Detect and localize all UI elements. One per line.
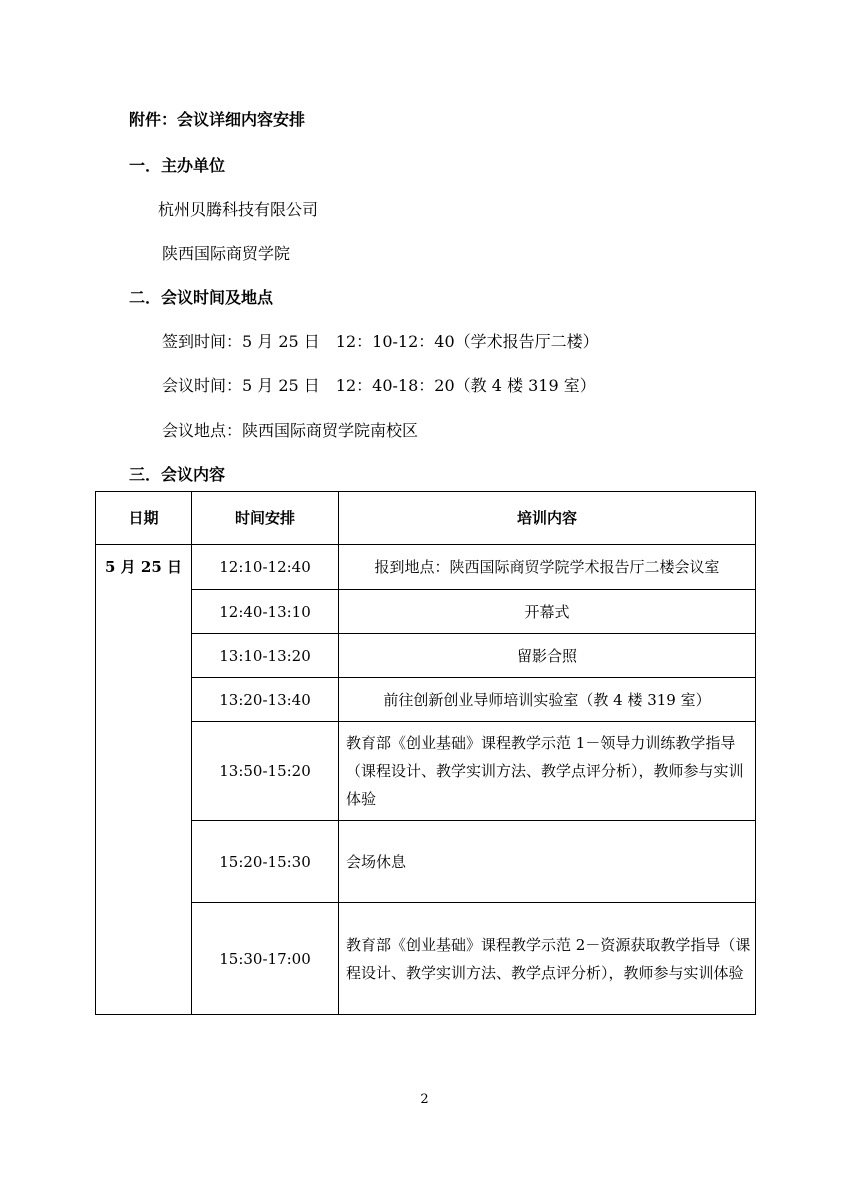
time-cell: 15:20-15:30 [192, 821, 339, 903]
table-row [96, 590, 756, 634]
table-row [96, 821, 756, 903]
header-time: 时间安排 [192, 492, 339, 545]
time-cell: 12:10-12:40 [192, 545, 339, 590]
page-number: 2 [420, 1092, 429, 1107]
table-row [96, 903, 756, 1015]
meeting-location: 会议地点：陕西国际商贸学院南校区 [162, 421, 419, 440]
content-cell: 报到地点：陕西国际商贸学院学术报告厅二楼会议室 [339, 545, 756, 590]
meeting-time: 会议时间：5 月 25 日 12：40-18：20（教 4 楼 319 室） [162, 376, 596, 395]
section-title-organizers: 一．主办单位 [129, 156, 226, 175]
organizer-item: 陕西国际商贸学院 [162, 244, 291, 263]
table-row [96, 545, 756, 590]
content-cell: 留影合照 [339, 634, 756, 678]
schedule-table [95, 491, 756, 1015]
time-cell: 13:50-15:20 [192, 722, 339, 821]
table-row [96, 634, 756, 678]
section-title-time-place: 二．会议时间及地点 [129, 288, 274, 307]
organizer-item: 杭州贝腾科技有限公司 [158, 200, 319, 219]
content-cell: 教育部《创业基础》课程教学示范 2－资源获取教学指导（课程设计、教学实训方法、教学点评分析），教师参与实训体验 [339, 903, 756, 1015]
time-cell: 12:40-13:10 [192, 590, 339, 634]
date-cell: 5 月 25 日 [96, 545, 192, 1015]
time-cell: 13:20-13:40 [192, 678, 339, 722]
content-cell: 开幕式 [339, 590, 756, 634]
checkin-time: 签到时间：5 月 25 日 12：10-12：40（学术报告厅二楼） [162, 332, 599, 351]
header-date: 日期 [96, 492, 192, 545]
content-cell: 会场休息 [339, 821, 756, 903]
header-content: 培训内容 [339, 492, 756, 545]
attachment-title: 附件：会议详细内容安排 [129, 110, 306, 129]
content-cell: 教育部《创业基础》课程教学示范 1－领导力训练教学指导（课程设计、教学实训方法、教学点评分析），教师参与实训体验 [339, 722, 756, 821]
content-cell: 前往创新创业导师培训实验室（教 4 楼 319 室） [339, 678, 756, 722]
table-row [96, 678, 756, 722]
time-cell: 15:30-17:00 [192, 903, 339, 1015]
time-cell: 13:10-13:20 [192, 634, 339, 678]
section-title-content: 三．会议内容 [129, 465, 226, 484]
table-row [96, 722, 756, 821]
table-header-row [96, 492, 756, 545]
